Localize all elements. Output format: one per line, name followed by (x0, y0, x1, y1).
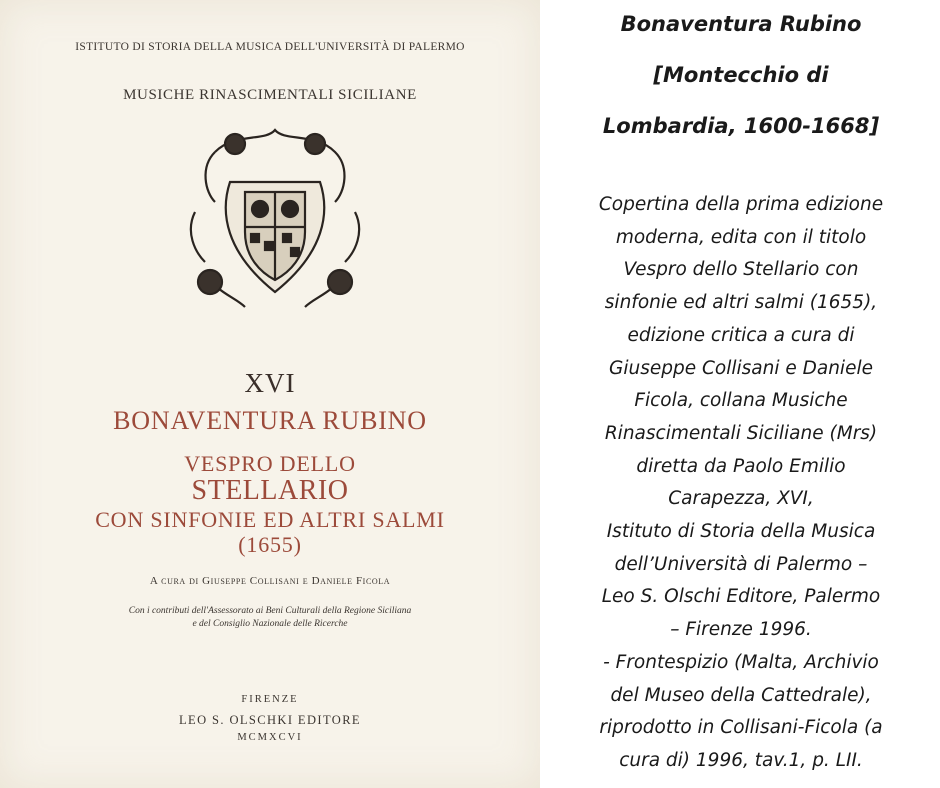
volume-number: XVI (244, 368, 296, 398)
work-title-line-2: STELLARIO (191, 475, 349, 506)
caption-body-line: Giuseppe Collisani e Daniele (609, 357, 873, 379)
work-title-line-3: CON SINFONIE ED ALTRI SALMI (95, 507, 445, 532)
caption-body-line: sinfonie ed altri salmi (1655), (604, 292, 878, 314)
caption-body-line: - Frontespizio (Malta, Archivio (603, 651, 879, 673)
caption-body-line: diretta da Paolo Emilio (636, 455, 846, 477)
caption-body-line: moderna, edita con il titolo (615, 226, 867, 248)
contributions-line-1: Con i contributi dell'Assessorato ai Beni Culturali della Regione Siciliana (128, 606, 412, 616)
caption-body-line: Carapezza, XVI, (668, 488, 814, 510)
caption-title-line: Lombardia, 1600-1668] (602, 114, 880, 138)
contributions-line-2: e del Consiglio Nazionale delle Ricerche (192, 619, 348, 629)
institute-name: ISTITUTO DI STORIA DELLA MUSICA DELL'UNIVERSITÀ DI PALERMO (75, 41, 465, 53)
caption-title-line: Bonaventura Rubino (620, 12, 862, 36)
caption-body-line: edizione critica a cura di (627, 324, 855, 346)
caption-body (545, 189, 937, 778)
publisher-name: LEO S. OLSCHKI EDITORE (179, 713, 361, 727)
caption-body-line: Leo S. Olschi Editore, Palermo (601, 586, 881, 608)
caption-body-line: Vespro dello Stellario con (623, 259, 859, 281)
caption-body-line: – Firenze 1996. (670, 619, 812, 641)
caption-body-line: cura di) 1996, tav.1, p. LII. (619, 749, 863, 771)
curators-line: A cura di Giuseppe Collisani e Daniele Ficola (149, 575, 391, 587)
coat-of-arms-icon (175, 122, 375, 322)
caption-body-line: del Museo della Cattedrale), (610, 684, 872, 706)
caption-title-line: [Montecchio di (653, 63, 829, 87)
caption-body-line: Istituto di Storia della Musica (606, 521, 876, 543)
series-title: MUSICHE RINASCIMENTALI SICILIANE (123, 87, 417, 103)
composer-name: BONAVENTURA RUBINO (113, 406, 427, 435)
work-title-year: (1655) (238, 532, 302, 557)
caption-body-line: Ficola, collana Musiche (634, 390, 848, 412)
caption-body-line: dell’Università di Palermo – (614, 553, 868, 575)
work-title-line-1: VESPRO DELLO (184, 451, 356, 476)
publication-year: MCMXCVI (237, 732, 303, 743)
publisher-city: FIRENZE (241, 694, 299, 705)
caption-body-line: Rinascimentali Siciliane (Mrs) (604, 422, 878, 444)
caption-body-line: Copertina della prima edizione (598, 194, 884, 215)
caption-body-line: riprodotto in Collisani-Ficola (a (599, 717, 883, 739)
caption-panel (545, 0, 937, 788)
